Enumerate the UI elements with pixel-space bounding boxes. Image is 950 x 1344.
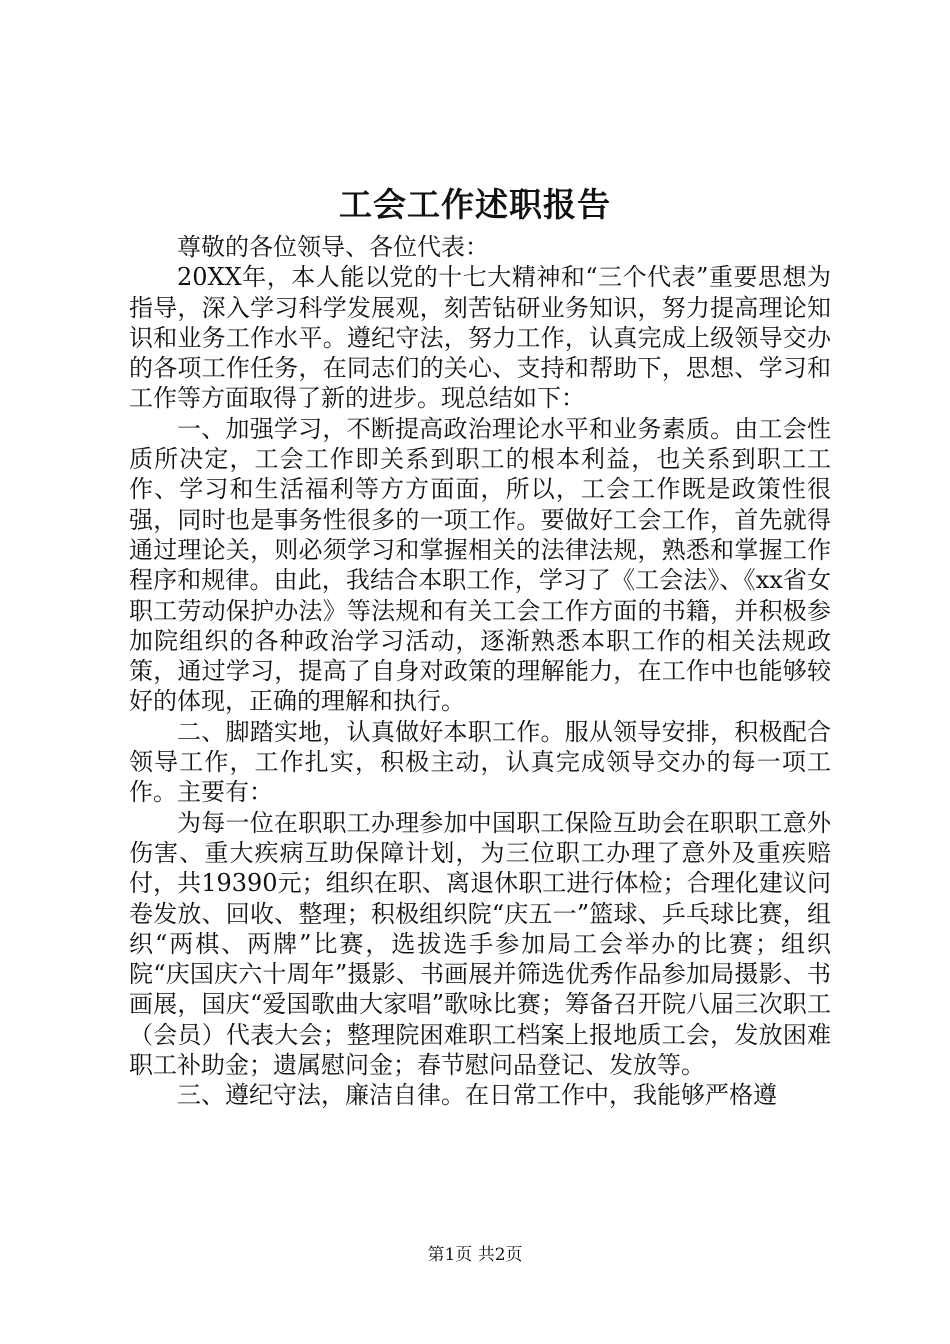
section-three-paragraph: 三、遵纪守法，廉洁自律。在日常工作中，我能够严格遵 bbox=[177, 1081, 777, 1110]
salutation-paragraph: 尊敬的各位领导、各位代表： bbox=[177, 233, 489, 261]
intro-paragraph: 20XX年，本人能以党的十七大精神和“三个代表”重要思想为指导，深入学习科学发展观，刻苦钻研业务知识，努力提高理论知识和业务工作水平。遵纪守法，努力工作，认真完成上级领导交办的各项工作任务，在同志们的关心、支持和帮助下，思想、学习和工作等方面取得了新的进步。现总结如下： bbox=[129, 263, 831, 413]
document-body bbox=[129, 232, 831, 1111]
page-number-footer: 第1页 共2页 bbox=[427, 1245, 523, 1265]
work-details-paragraph: 为每一位在职职工办理参加中国职工保险互助会在职职工意外伤害、重大疾病互助保障计划，为三位职工办理了意外及重疾赔付，共19390元；组织在职、离退休职工进行体检；合理化建议问卷发放、回收、整理；积极组织院“庆五一”篮球、乒乓球比赛，组织“两棋、两牌”比赛，选拔选手参加局工会举办的比赛；组织院“庆国庆六十周年”摄影、书画展并筛选优秀作品参加局摄影、书画展，国庆“爱国歌曲大家唱”歌咏比赛；筹备召开院八届三次职工（会员）代表大会；整理院困难职工档案上报地质工会，发放困难职工补助金；遗属慰问金；春节慰问品登记、发放等。 bbox=[129, 808, 831, 1080]
section-one-paragraph: 一、加强学习，不断提高政治理论水平和业务素质。由工会性质所决定，工会工作即关系到职工的根本利益，也关系到职工工作、学习和生活福利等方方面面，所以，工会工作既是政策性很强，同时也是事务性很多的一项工作。要做好工会工作，首先就得通过理论关，则必须学习和掌握相关的法律法规，熟悉和掌握工作程序和规律。由此，我结合本职工作，学习了《工会法》、《xx省女职工劳动保护办法》等法规和有关工会工作方面的书籍，并积极参加院组织的各种政治学习活动，逐渐熟悉本职工作的相关法规政策，通过学习，提高了自身对政策的理解能力，在工作中也能够较好的体现，正确的理解和执行。 bbox=[129, 414, 831, 716]
section-two-paragraph: 二、脚踏实地，认真做好本职工作。服从领导安排，积极配合领导工作，工作扎实，积极主动，认真完成领导交办的每一项工作。主要有： bbox=[129, 717, 831, 807]
document-title: 工会工作述职报告 bbox=[339, 185, 611, 224]
